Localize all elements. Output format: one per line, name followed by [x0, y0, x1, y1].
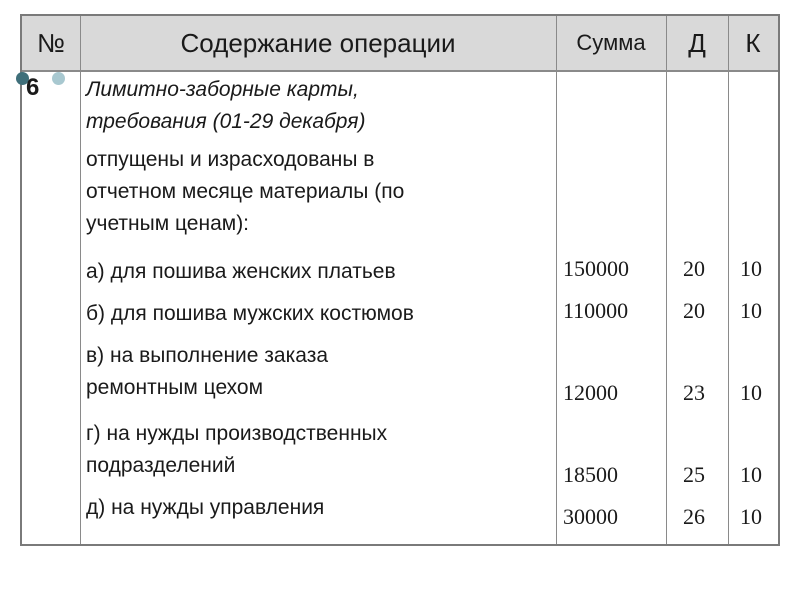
bullet-light-icon	[52, 72, 65, 85]
header-divider	[22, 70, 778, 72]
column-divider	[556, 16, 557, 544]
debit-value: 23	[683, 380, 705, 405]
credit-value: 10	[740, 380, 762, 405]
column-divider	[666, 16, 667, 544]
credit-value: 10	[740, 256, 762, 281]
content-line: ремонтным цехом	[86, 376, 264, 399]
column-divider	[728, 16, 729, 544]
content-line: д) на нужды управления	[86, 496, 325, 519]
row-number: 6	[26, 74, 40, 101]
sum-value: 110000	[563, 298, 629, 323]
debit-value: 20	[683, 256, 705, 281]
content-line: б) для пошива мужских костюмов	[86, 302, 414, 325]
column-divider	[80, 16, 81, 544]
content-line: Лимитно-заборные карты,	[86, 78, 359, 101]
header-debit: Д	[688, 27, 706, 58]
content-line: в) на выполнение заказа	[86, 344, 329, 367]
debit-value: 20	[683, 298, 705, 323]
header-credit: К	[745, 27, 761, 58]
credit-value: 10	[740, 298, 762, 323]
sum-value: 18500	[563, 462, 618, 487]
sum-value: 150000	[563, 256, 629, 281]
content-line: отчетном месяце материалы (по	[86, 180, 405, 203]
credit-value: 10	[740, 462, 762, 487]
debit-value: 26	[683, 504, 705, 529]
content-line: а) для пошива женских платьев	[86, 260, 396, 283]
sum-value: 30000	[563, 504, 618, 529]
content-line: г) на нужды производственных	[86, 422, 388, 445]
sum-value: 12000	[563, 380, 618, 405]
header-number: №	[37, 27, 65, 58]
credit-value: 10	[740, 504, 762, 529]
content-line: отпущены и израсходованы в	[86, 148, 375, 171]
content-line: учетным ценам):	[86, 212, 250, 235]
debit-value: 25	[683, 462, 705, 487]
content-line: подразделений	[86, 454, 236, 477]
header-content: Содержание операции	[180, 27, 456, 58]
header-sum: Сумма	[576, 30, 646, 55]
content-line: требования (01-29 декабря)	[86, 110, 366, 133]
